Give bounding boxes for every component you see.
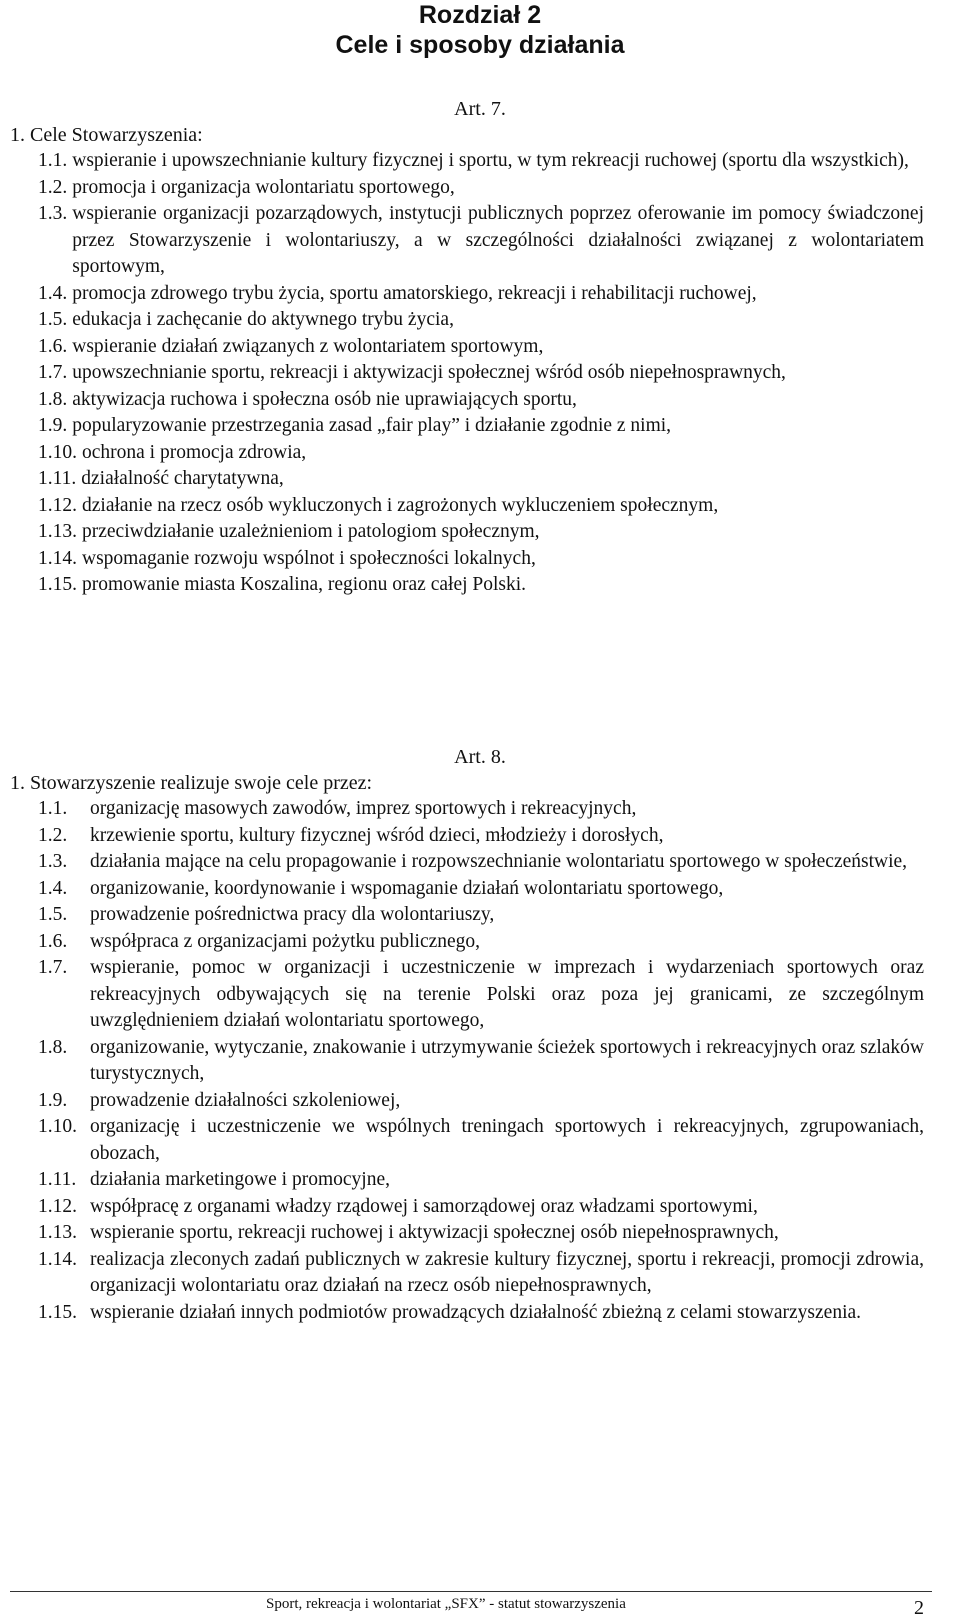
list-item-text: promocja zdrowego trybu życia, sportu amatorskiego, rekreacji i rehabilitacji ruchowej, [72, 282, 757, 304]
page-number: 2 [914, 1597, 924, 1619]
list-item [38, 175, 924, 202]
list-item [38, 1088, 924, 1115]
list-item-number: 1.13. [38, 1222, 77, 1243]
list-item-text: promowanie miasta Koszalina, regionu oraz całej Polski. [82, 574, 527, 595]
list-item [38, 519, 924, 546]
article-8-heading: Art. 8. [454, 746, 506, 768]
article-7-intro-number: 1. [10, 124, 25, 146]
list-item-number: 1.4. [38, 877, 68, 899]
list-item [38, 546, 924, 573]
list-item-number: 1.14. [38, 547, 77, 569]
list-item [38, 440, 924, 467]
list-item-text: aktywizacja ruchowa i społeczna osób nie uprawiających sportu, [72, 388, 577, 410]
list-item-number: 1.15. [38, 574, 77, 595]
list-item-number: 1.12. [38, 1195, 77, 1217]
list-item-text: realizacja zleconych zadań publicznych w zakresie kultury fizycznej, sportu i rekreacji, promocji zdrowia, organizacji wolontariatu oraz działań na rzecz osób niepełnosprawnych, [90, 1248, 924, 1296]
list-item [38, 1167, 924, 1194]
list-item-number: 1.9. [38, 1089, 68, 1111]
list-item-text: współpracę z organami władzy rządowej i samorządowej oraz władzami sportowymi, [90, 1195, 758, 1217]
list-item-number: 1.6. [38, 335, 68, 357]
list-item-number: 1.9. [38, 415, 68, 436]
article-7-list [38, 148, 924, 599]
list-item-text: organizację masowych zawodów, imprez sportowych i rekreacyjnych, [90, 798, 637, 819]
article-8-intro-text: Stowarzyszenie realizuje swoje cele przez: [30, 772, 373, 794]
list-item [38, 493, 924, 520]
list-item-text: promocja i organizacja wolontariatu sportowego, [72, 176, 455, 198]
list-item-number: 1.4. [38, 282, 68, 304]
list-item [38, 387, 924, 414]
list-item-text: upowszechnianie sportu, rekreacji i aktywizacji społecznej wśród osób niepełnosprawnych, [72, 362, 786, 383]
list-item [38, 281, 924, 308]
list-item-number: 1.10. [38, 441, 77, 463]
list-item [38, 201, 924, 281]
article-7-intro [10, 122, 203, 148]
list-item [38, 360, 924, 387]
list-item-text: edukacja i zachęcanie do aktywnego trybu życia, [72, 309, 454, 330]
list-item [38, 796, 924, 823]
list-item-text: działalność charytatywna, [81, 468, 284, 489]
list-item [38, 334, 924, 361]
article-8-list [38, 796, 924, 1326]
list-item [38, 955, 924, 1035]
list-item [38, 1035, 924, 1088]
list-item-number: 1.10. [38, 1116, 77, 1137]
list-item-text: wspieranie działań związanych z wolontariatem sportowym, [72, 335, 544, 357]
chapter-title: Rozdział 2 [418, 1, 542, 29]
list-item-number: 1.7. [38, 362, 68, 383]
list-item-number: 1.7. [38, 957, 68, 978]
article-7-heading: Art. 7. [454, 98, 506, 120]
list-item-number: 1.6. [38, 930, 68, 952]
list-item [38, 902, 924, 929]
list-item [38, 1220, 924, 1247]
list-item [38, 1114, 924, 1167]
list-item-number: 1.5. [38, 904, 68, 925]
list-item-text: współpraca z organizacjami pożytku publicznego, [90, 930, 481, 952]
list-item-text: wspomaganie rozwoju wspólnot i społeczności lokalnych, [82, 547, 536, 569]
list-item-text: popularyzowanie przestrzegania zasad „fair play” i działanie zgodnie z nimi, [72, 415, 672, 436]
list-item-text: wspieranie i upowszechnianie kultury fizycznej i sportu, w tym rekreacji ruchowej (sportu dla wszystkich), [72, 150, 909, 171]
footer-text: Sport, rekreacja i wolontariat „SFX” - statut stowarzyszenia [266, 1596, 626, 1612]
list-item-text: wspieranie sportu, rekreacji ruchowej i aktywizacji społecznej osób niepełnosprawnych, [90, 1222, 779, 1243]
list-item-text: działania mające na celu propagowanie i rozpowszechnianie wolontariatu sportowego w społeczeństwie, [90, 851, 908, 872]
list-item [38, 876, 924, 903]
list-item-text: prowadzenie działalności szkoleniowej, [90, 1089, 401, 1111]
list-item-number: 1.8. [38, 388, 68, 410]
list-item-text: ochrona i promocja zdrowia, [82, 441, 307, 463]
list-item-number: 1.1. [38, 798, 68, 819]
list-item-number: 1.2. [38, 824, 68, 846]
list-item-number: 1.5. [38, 309, 68, 330]
list-item [38, 929, 924, 956]
list-item-number: 1.3. [38, 851, 68, 872]
list-item-text: działania marketingowe i promocyjne, [90, 1169, 390, 1190]
list-item [38, 849, 924, 876]
list-item-number: 1.12. [38, 494, 77, 516]
list-item-number: 1.2. [38, 176, 68, 198]
list-item-number: 1.15. [38, 1301, 77, 1323]
list-item-number: 1.11. [38, 1169, 77, 1190]
list-item [38, 1247, 924, 1300]
article-7-intro-text: Cele Stowarzyszenia: [30, 124, 203, 146]
footer-divider [10, 1591, 932, 1592]
list-item-text: wspieranie działań innych podmiotów prowadzących działalność zbieżną z celami stowarzyszenia. [90, 1301, 862, 1323]
list-item-text: organizowanie, wytyczanie, znakowanie i utrzymywanie ścieżek sportowych i rekreacyjnych oraz szlaków turystycznych, [90, 1036, 924, 1084]
list-item-number: 1.13. [38, 521, 77, 542]
article-8-intro [10, 770, 372, 796]
list-item [38, 1194, 924, 1221]
list-item-text: organizację i uczestniczenie we wspólnych treningach sportowych i rekreacyjnych, zgrupowaniach, obozach, [90, 1116, 924, 1164]
list-item [38, 823, 924, 850]
article-8-intro-number: 1. [10, 772, 25, 794]
list-item-number: 1.8. [38, 1036, 68, 1058]
list-item [38, 572, 924, 599]
list-item-text: wspieranie organizacji pozarządowych, instytucji publicznych poprzez oferowanie im pomocy świadczonej przez Stowarzyszenie i wolontariuszy, a w szczególności działalności związanej z wolontariatem sportowym, [72, 203, 924, 277]
list-item-text: przeciwdziałanie uzależnieniom i patologiom społecznym, [82, 521, 540, 542]
list-item-number: 1.3. [38, 203, 68, 224]
list-item-text: działanie na rzecz osób wykluczonych i zagrożonych wykluczeniem społecznym, [82, 494, 719, 516]
list-item-number: 1.14. [38, 1248, 77, 1270]
list-item [38, 307, 924, 334]
list-item-number: 1.11. [38, 468, 77, 489]
list-item [38, 413, 924, 440]
list-item-text: prowadzenie pośrednictwa pracy dla wolontariuszy, [90, 904, 495, 925]
chapter-subtitle: Cele i sposoby działania [335, 31, 625, 59]
list-item [38, 1300, 924, 1327]
list-item [38, 466, 924, 493]
list-item [38, 148, 924, 175]
list-item-text: organizowanie, koordynowanie i wspomaganie działań wolontariatu sportowego, [90, 877, 724, 899]
list-item-text: wspieranie, pomoc w organizacji i uczestniczenie w imprezach i wydarzeniach sportowych oraz rekreacyjnych odbywających się na terenie Polski oraz poza jej granicami, ze szczególnym uwzględnieniem działań wolontariatu sportowego, [90, 957, 924, 1031]
list-item-number: 1.1. [38, 150, 68, 171]
list-item-text: krzewienie sportu, kultury fizycznej wśród dzieci, młodzieży i dorosłych, [90, 824, 664, 846]
